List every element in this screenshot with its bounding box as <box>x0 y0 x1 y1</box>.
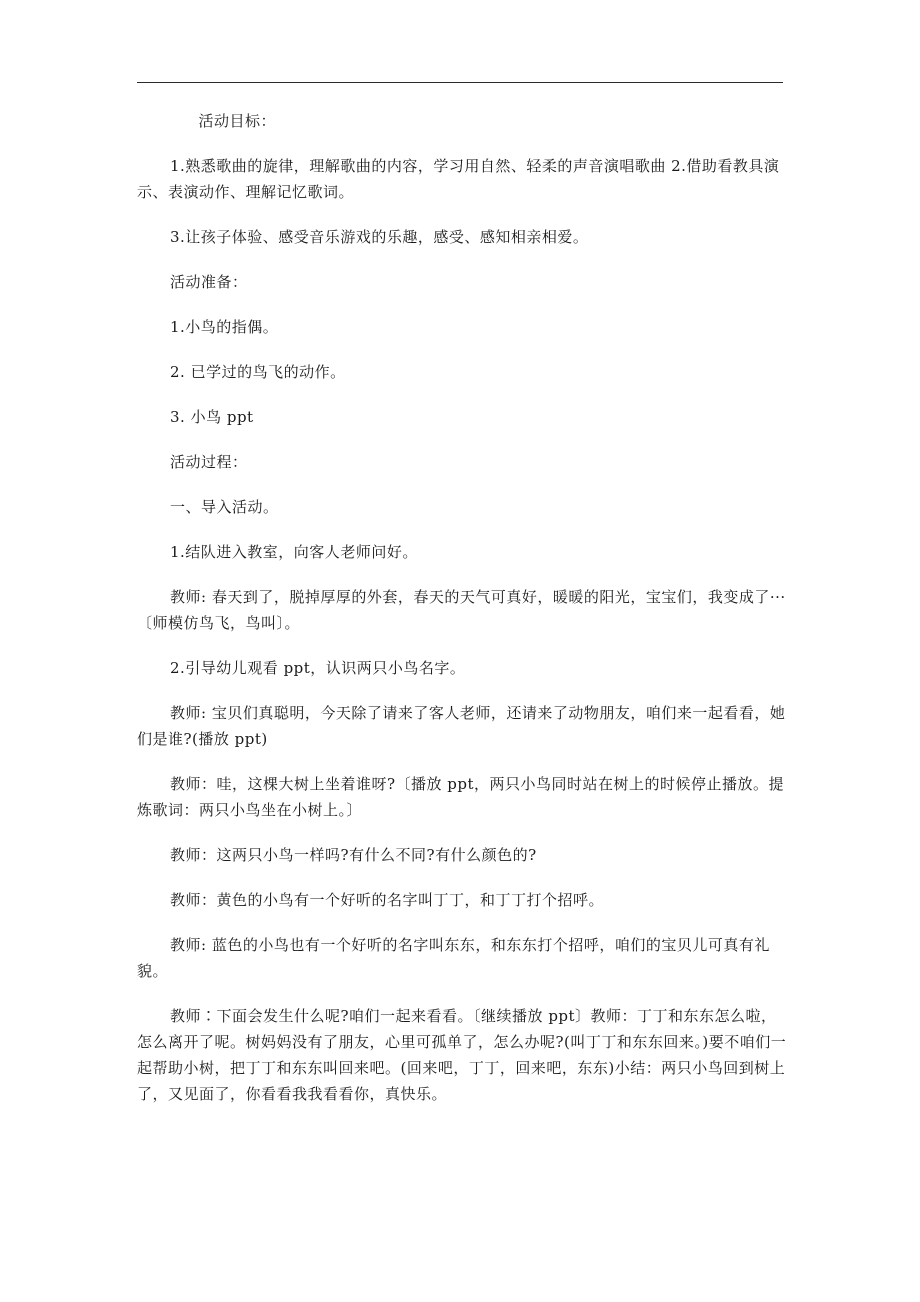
section-heading-preparation: 活动准备： <box>170 273 248 291</box>
teacher-dialogue: 教师: 蓝色的小鸟也有一个好听的名字叫东东，和东东打个招呼，咱们的宝贝儿可真有礼貌。 <box>137 936 770 980</box>
goal-item-1-2: 1.熟悉歌曲的旋律，理解歌曲的内容，学习用自然、轻柔的声音演唱歌曲 2.借助看教具演示、表演动作、理解记忆歌词。 <box>137 157 780 201</box>
document-body <box>137 108 787 1126</box>
teacher-dialogue: 教师∶下面会发生什么呢?咱们一起来看看。〔继续播放 ppt〕教师：丁丁和东东怎么啦，怎么离开了呢。树妈妈没有了朋友，心里可孤单了，怎么办呢?(叫丁丁和东东回来。)要不咱们一起帮助小树，把丁丁和东东叫回来吧。(回来吧，丁丁，回来吧，东东)小结：两只小鸟回到树上了，又见面了，你看看我我看看你，真快乐。 <box>137 1007 787 1103</box>
preparation-item-2: 2. 已学过的鸟飞的动作。 <box>170 363 346 381</box>
teacher-dialogue: 教师: 宝贝们真聪明，今天除了请来了客人老师，还请来了动物朋友，咱们来一起看看，她们是谁?(播放 ppt) <box>137 704 786 748</box>
section-heading-process: 活动过程： <box>170 453 248 471</box>
process-item-1: 1.结队进入教室，向客人老师问好。 <box>170 543 418 561</box>
header-rule <box>137 82 783 83</box>
process-item-2: 2.引导幼儿观看 ppt，认识两只小鸟名字。 <box>170 659 466 677</box>
goal-item-3: 3.让孩子体验、感受音乐游戏的乐趣，感受、感知相亲相爱。 <box>170 228 589 246</box>
section-heading-goals: 活动目标： <box>198 112 277 130</box>
teacher-dialogue: 教师: 春天到了，脱掉厚厚的外套，春天的天气可真好，暖暖的阳光，宝宝们，我变成了···〔师模仿鸟飞，鸟叫〕。 <box>137 588 786 632</box>
preparation-item-3: 3. 小鸟 ppt <box>170 408 254 426</box>
teacher-dialogue: 教师：这两只小鸟一样吗?有什么不同?有什么颜色的? <box>170 846 537 864</box>
process-step-heading: 一、导入活动。 <box>170 498 279 516</box>
preparation-item-1: 1.小鸟的指偶。 <box>170 318 279 336</box>
teacher-dialogue: 教师：黄色的小鸟有一个好听的名字叫丁丁，和丁丁打个招呼。 <box>170 891 605 909</box>
teacher-dialogue: 教师：哇，这棵大树上坐着谁呀?〔播放 ppt，两只小鸟同时站在树上的时候停止播放。提炼歌词：两只小鸟坐在小树上。〕 <box>137 775 785 819</box>
